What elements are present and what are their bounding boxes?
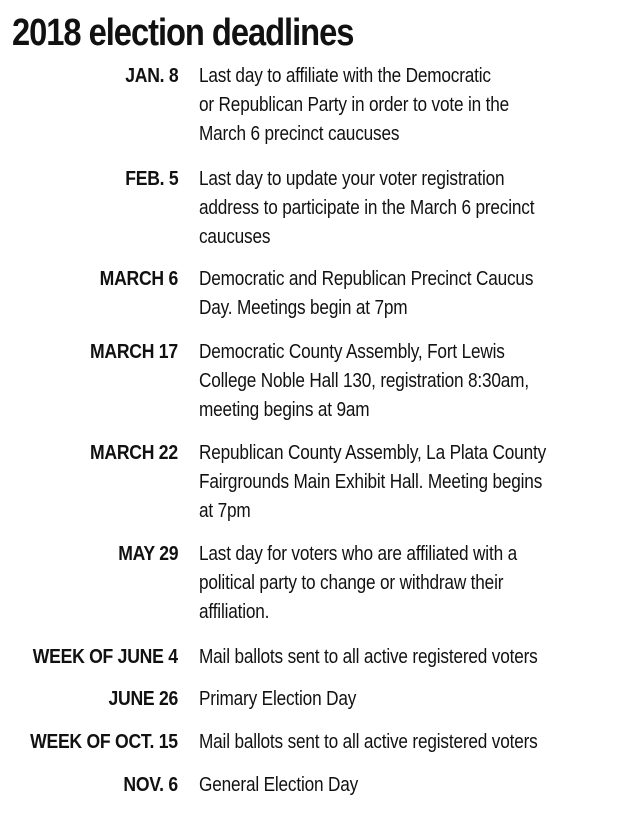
deadline-date: NOV. 6 [123,774,178,796]
description-line: Primary Election Day [199,688,357,710]
deadline-description [199,338,603,425]
description-line: Fairgrounds Main Exhibit Hall. Meeting begins [199,471,543,493]
deadline-date: MARCH 22 [90,442,178,464]
deadline-date: MARCH 17 [90,341,178,363]
deadline-description [199,439,603,526]
description-line: Republican County Assembly, La Plata County [199,442,546,464]
deadline-date: JAN. 8 [124,65,178,87]
deadline-description [199,265,603,323]
description-line: March 6 precinct caucuses [199,123,400,145]
deadline-date: MARCH 6 [99,268,178,290]
description-line: address to participate in the March 6 precinct [199,197,535,219]
description-line: caucuses [199,226,271,248]
deadline-date: FEB. 5 [124,168,178,190]
description-line: Democratic County Assembly, Fort Lewis [199,341,505,363]
deadline-description [199,540,603,627]
description-line: at 7pm [199,500,251,522]
deadline-date: WEEK OF JUNE 4 [33,646,178,668]
description-line: Mail ballots sent to all active registered voters [199,646,538,668]
deadline-description [199,643,603,672]
description-line: Day. Meetings begin at 7pm [199,297,408,319]
deadline-description [199,771,603,800]
description-line: Mail ballots sent to all active registered voters [199,731,538,753]
description-line: or Republican Party in order to vote in the [199,94,510,116]
description-line: General Election Day [199,774,359,796]
description-line: political party to change or withdraw their [199,572,504,594]
deadline-date: JUNE 26 [108,688,178,710]
description-line: Last day for voters who are affiliated with a [199,543,517,565]
description-line: College Noble Hall 130, registration 8:30am, [199,370,529,392]
deadline-date: WEEK OF OCT. 15 [30,731,178,753]
deadline-date: MAY 29 [117,543,178,565]
deadline-description [199,165,603,252]
description-line: Last day to affiliate with the Democratic [199,65,491,87]
description-line: meeting begins at 9am [199,399,370,421]
description-line: Last day to update your voter registration [199,168,505,190]
description-line: Democratic and Republican Precinct Caucus [199,268,534,290]
deadline-description [199,685,603,714]
deadline-description [199,728,603,757]
deadline-description [199,62,603,149]
description-line: affiliation. [199,601,270,623]
page-title: 2018 election deadlines [12,12,354,54]
